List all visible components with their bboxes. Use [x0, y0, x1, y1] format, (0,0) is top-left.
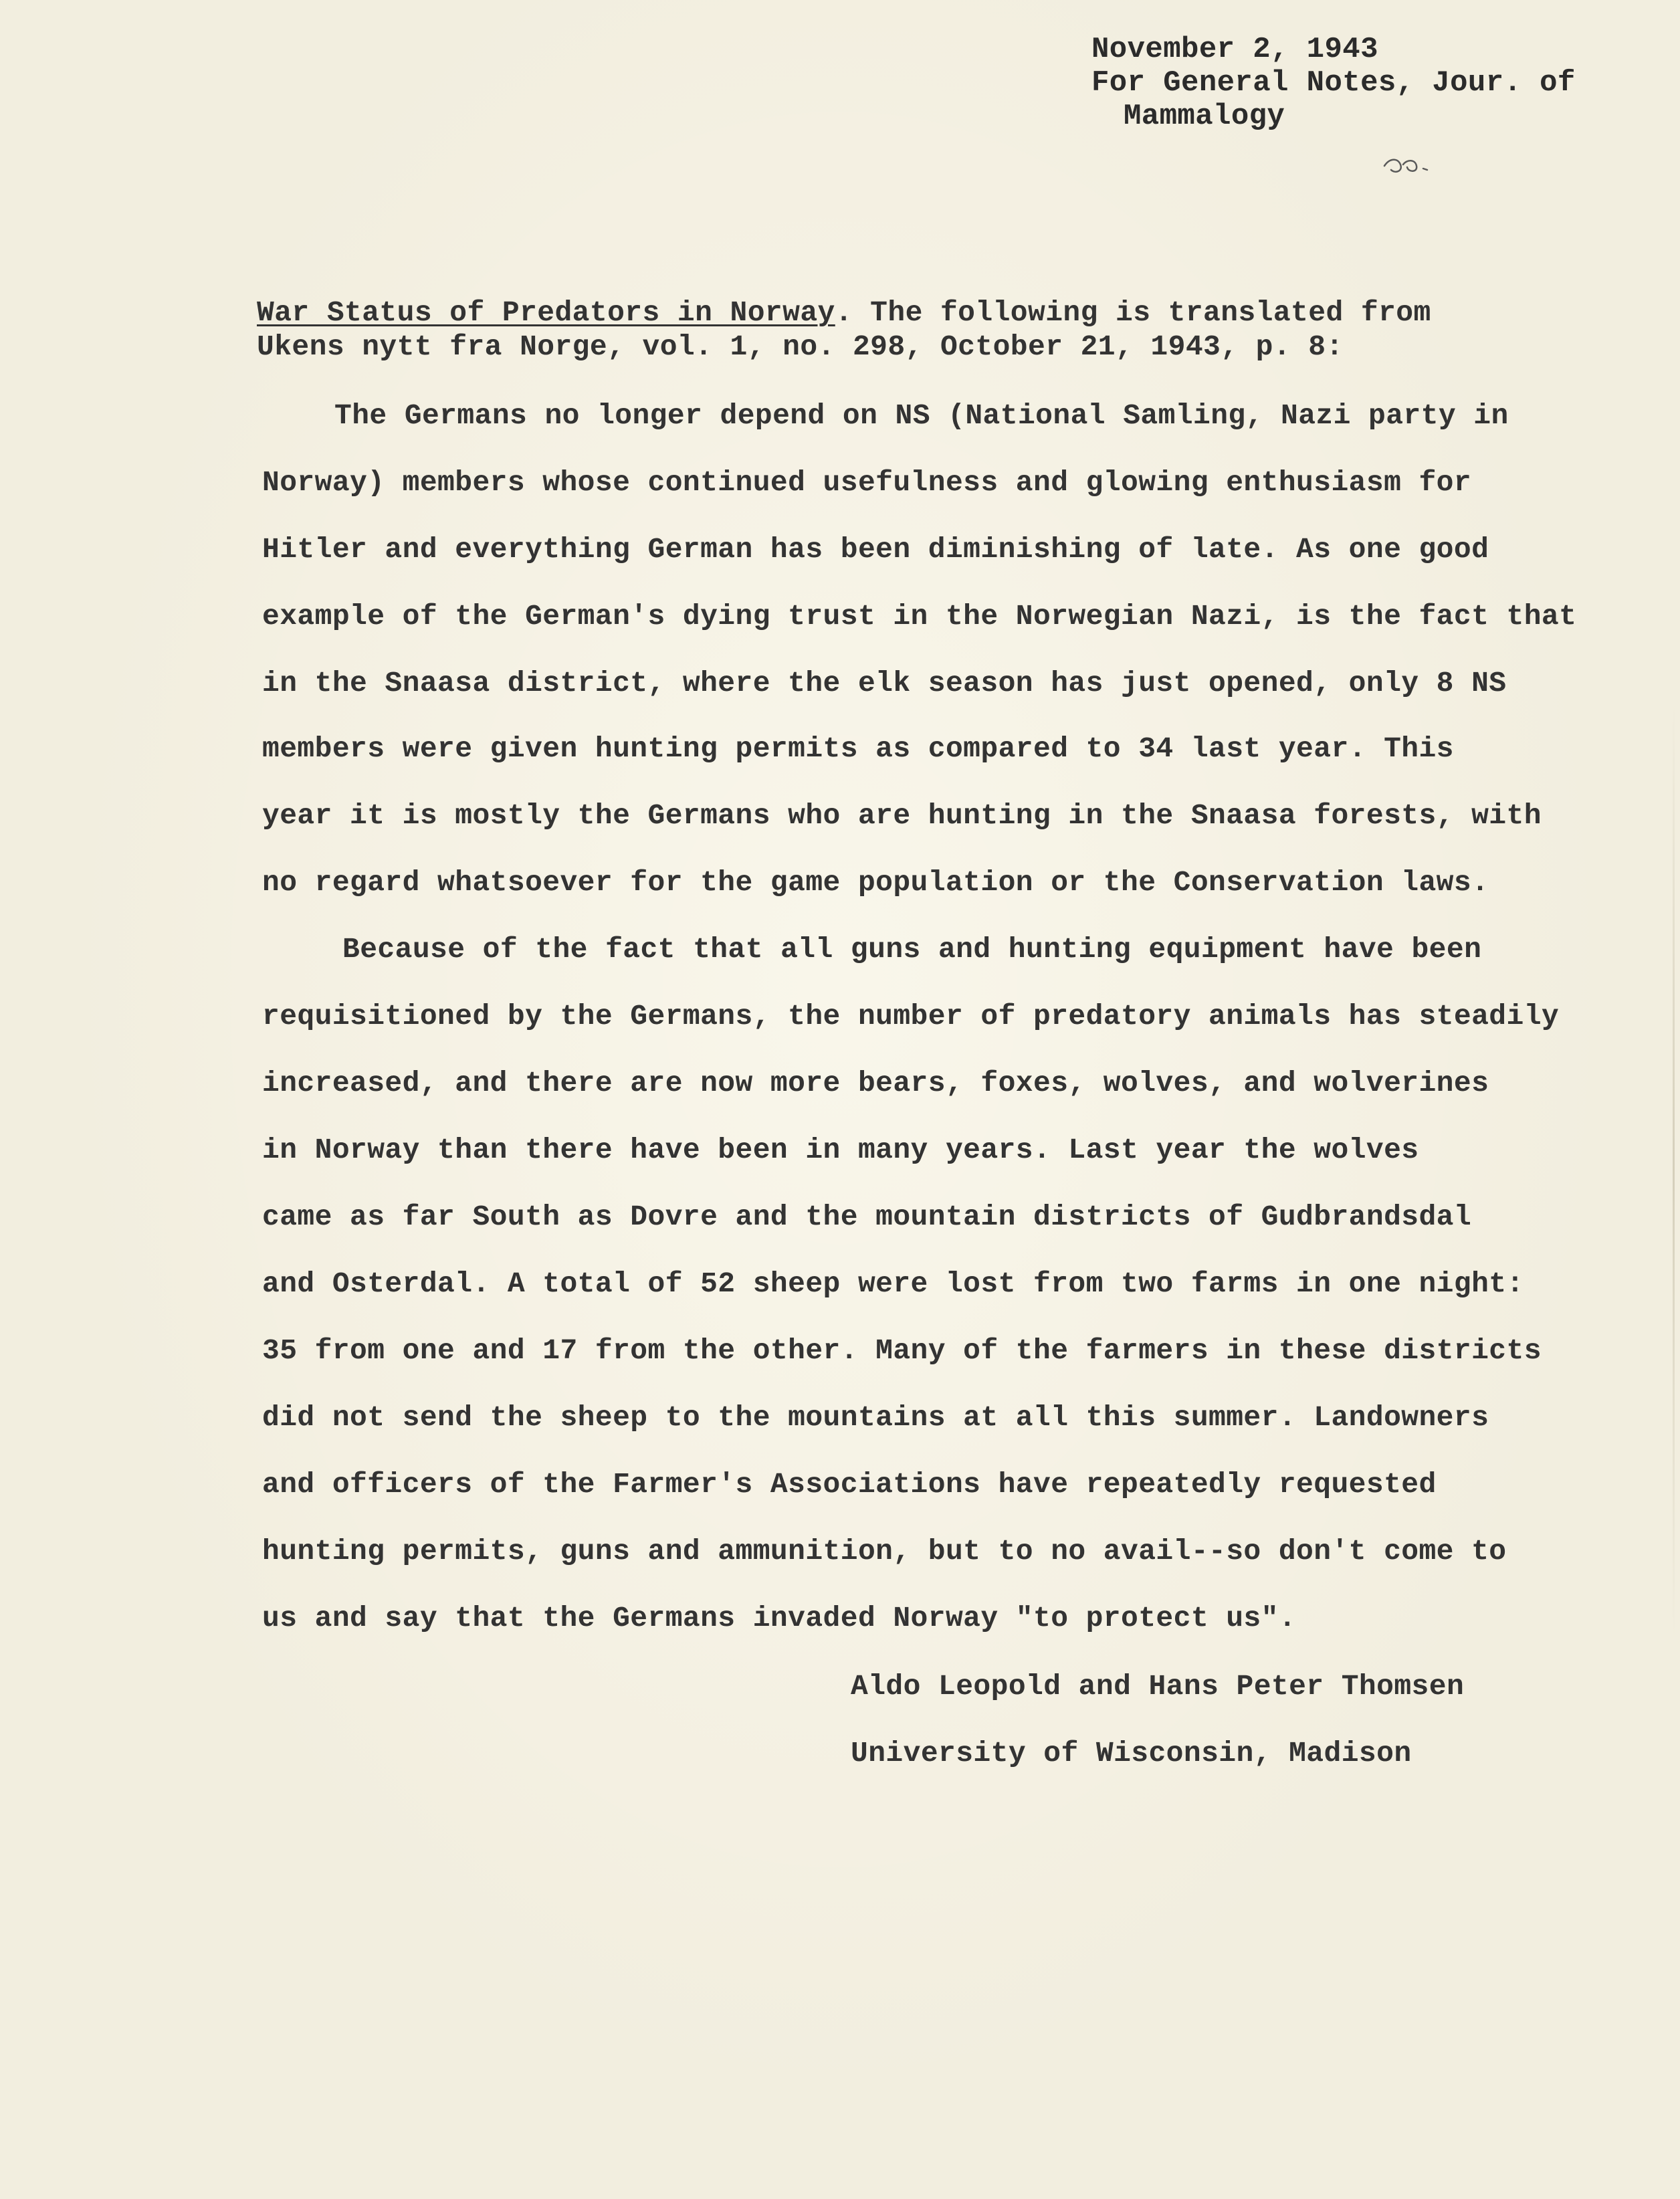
body-line: and officers of the Farmer's Associations have repeatedly requested: [262, 1468, 1437, 1501]
body-line: increased, and there are now more bears, foxes, wolves, and wolverines: [262, 1067, 1489, 1100]
pencil-mark-icon: [1380, 152, 1441, 179]
body-line: members were given hunting permits as compared to 34 last year. This: [262, 732, 1454, 765]
body-line: in the Snaasa district, where the elk season has just opened, only 8 NS: [262, 667, 1507, 700]
body-line: requisitioned by the Germans, the number of predatory animals has steadily: [262, 1000, 1560, 1033]
body-line: Hitler and everything German has been diminishing of late. As one good: [262, 533, 1489, 566]
article-title: War Status of Predators in Norway: [257, 296, 835, 329]
author-affiliation: University of Wisconsin, Madison: [851, 1737, 1412, 1770]
body-line: Norway) members whose continued usefulness and glowing enthusiasm for: [262, 466, 1472, 499]
date-line: November 2, 1943: [1091, 33, 1378, 66]
body-line: no regard whatsoever for the game population or the Conservation laws.: [262, 866, 1489, 899]
body-line: hunting permits, guns and ammunition, but to no avail--so don't come to: [262, 1535, 1507, 1568]
body-line: 35 from one and 17 from the other. Many of the farmers in these districts: [262, 1334, 1542, 1367]
body-line: us and say that the Germans invaded Norway "to protect us".: [262, 1602, 1297, 1635]
body-line: Because of the fact that all guns and hunting equipment have been: [342, 933, 1482, 966]
body-line: in Norway than there have been in many years. Last year the wolves: [262, 1134, 1419, 1166]
author-names: Aldo Leopold and Hans Peter Thomsen: [851, 1670, 1465, 1703]
title-line-2: Ukens nytt fra Norge, vol. 1, no. 298, October 21, 1943, p. 8:: [257, 330, 1344, 363]
body-line: example of the German's dying trust in the Norwegian Nazi, is the fact that: [262, 600, 1577, 633]
paper-edge-shadow: [1673, 702, 1675, 1639]
body-line: The Germans no longer depend on NS (National Samling, Nazi party in: [334, 399, 1509, 432]
title-line-1: [257, 298, 1431, 327]
body-line: and Osterdal. A total of 52 sheep were lost from two farms in one night:: [262, 1267, 1524, 1300]
destination-line-1: For General Notes, Jour. of: [1091, 66, 1576, 100]
body-line: did not send the sheep to the mountains at all this summer. Landowners: [262, 1401, 1489, 1434]
destination-line-2: Mammalogy: [1124, 100, 1285, 133]
body-line: year it is mostly the Germans who are hunting in the Snaasa forests, with: [262, 799, 1542, 832]
title-intro-text: . The following is translated from: [835, 296, 1431, 329]
body-line: came as far South as Dovre and the mountain districts of Gudbrandsdal: [262, 1200, 1472, 1233]
